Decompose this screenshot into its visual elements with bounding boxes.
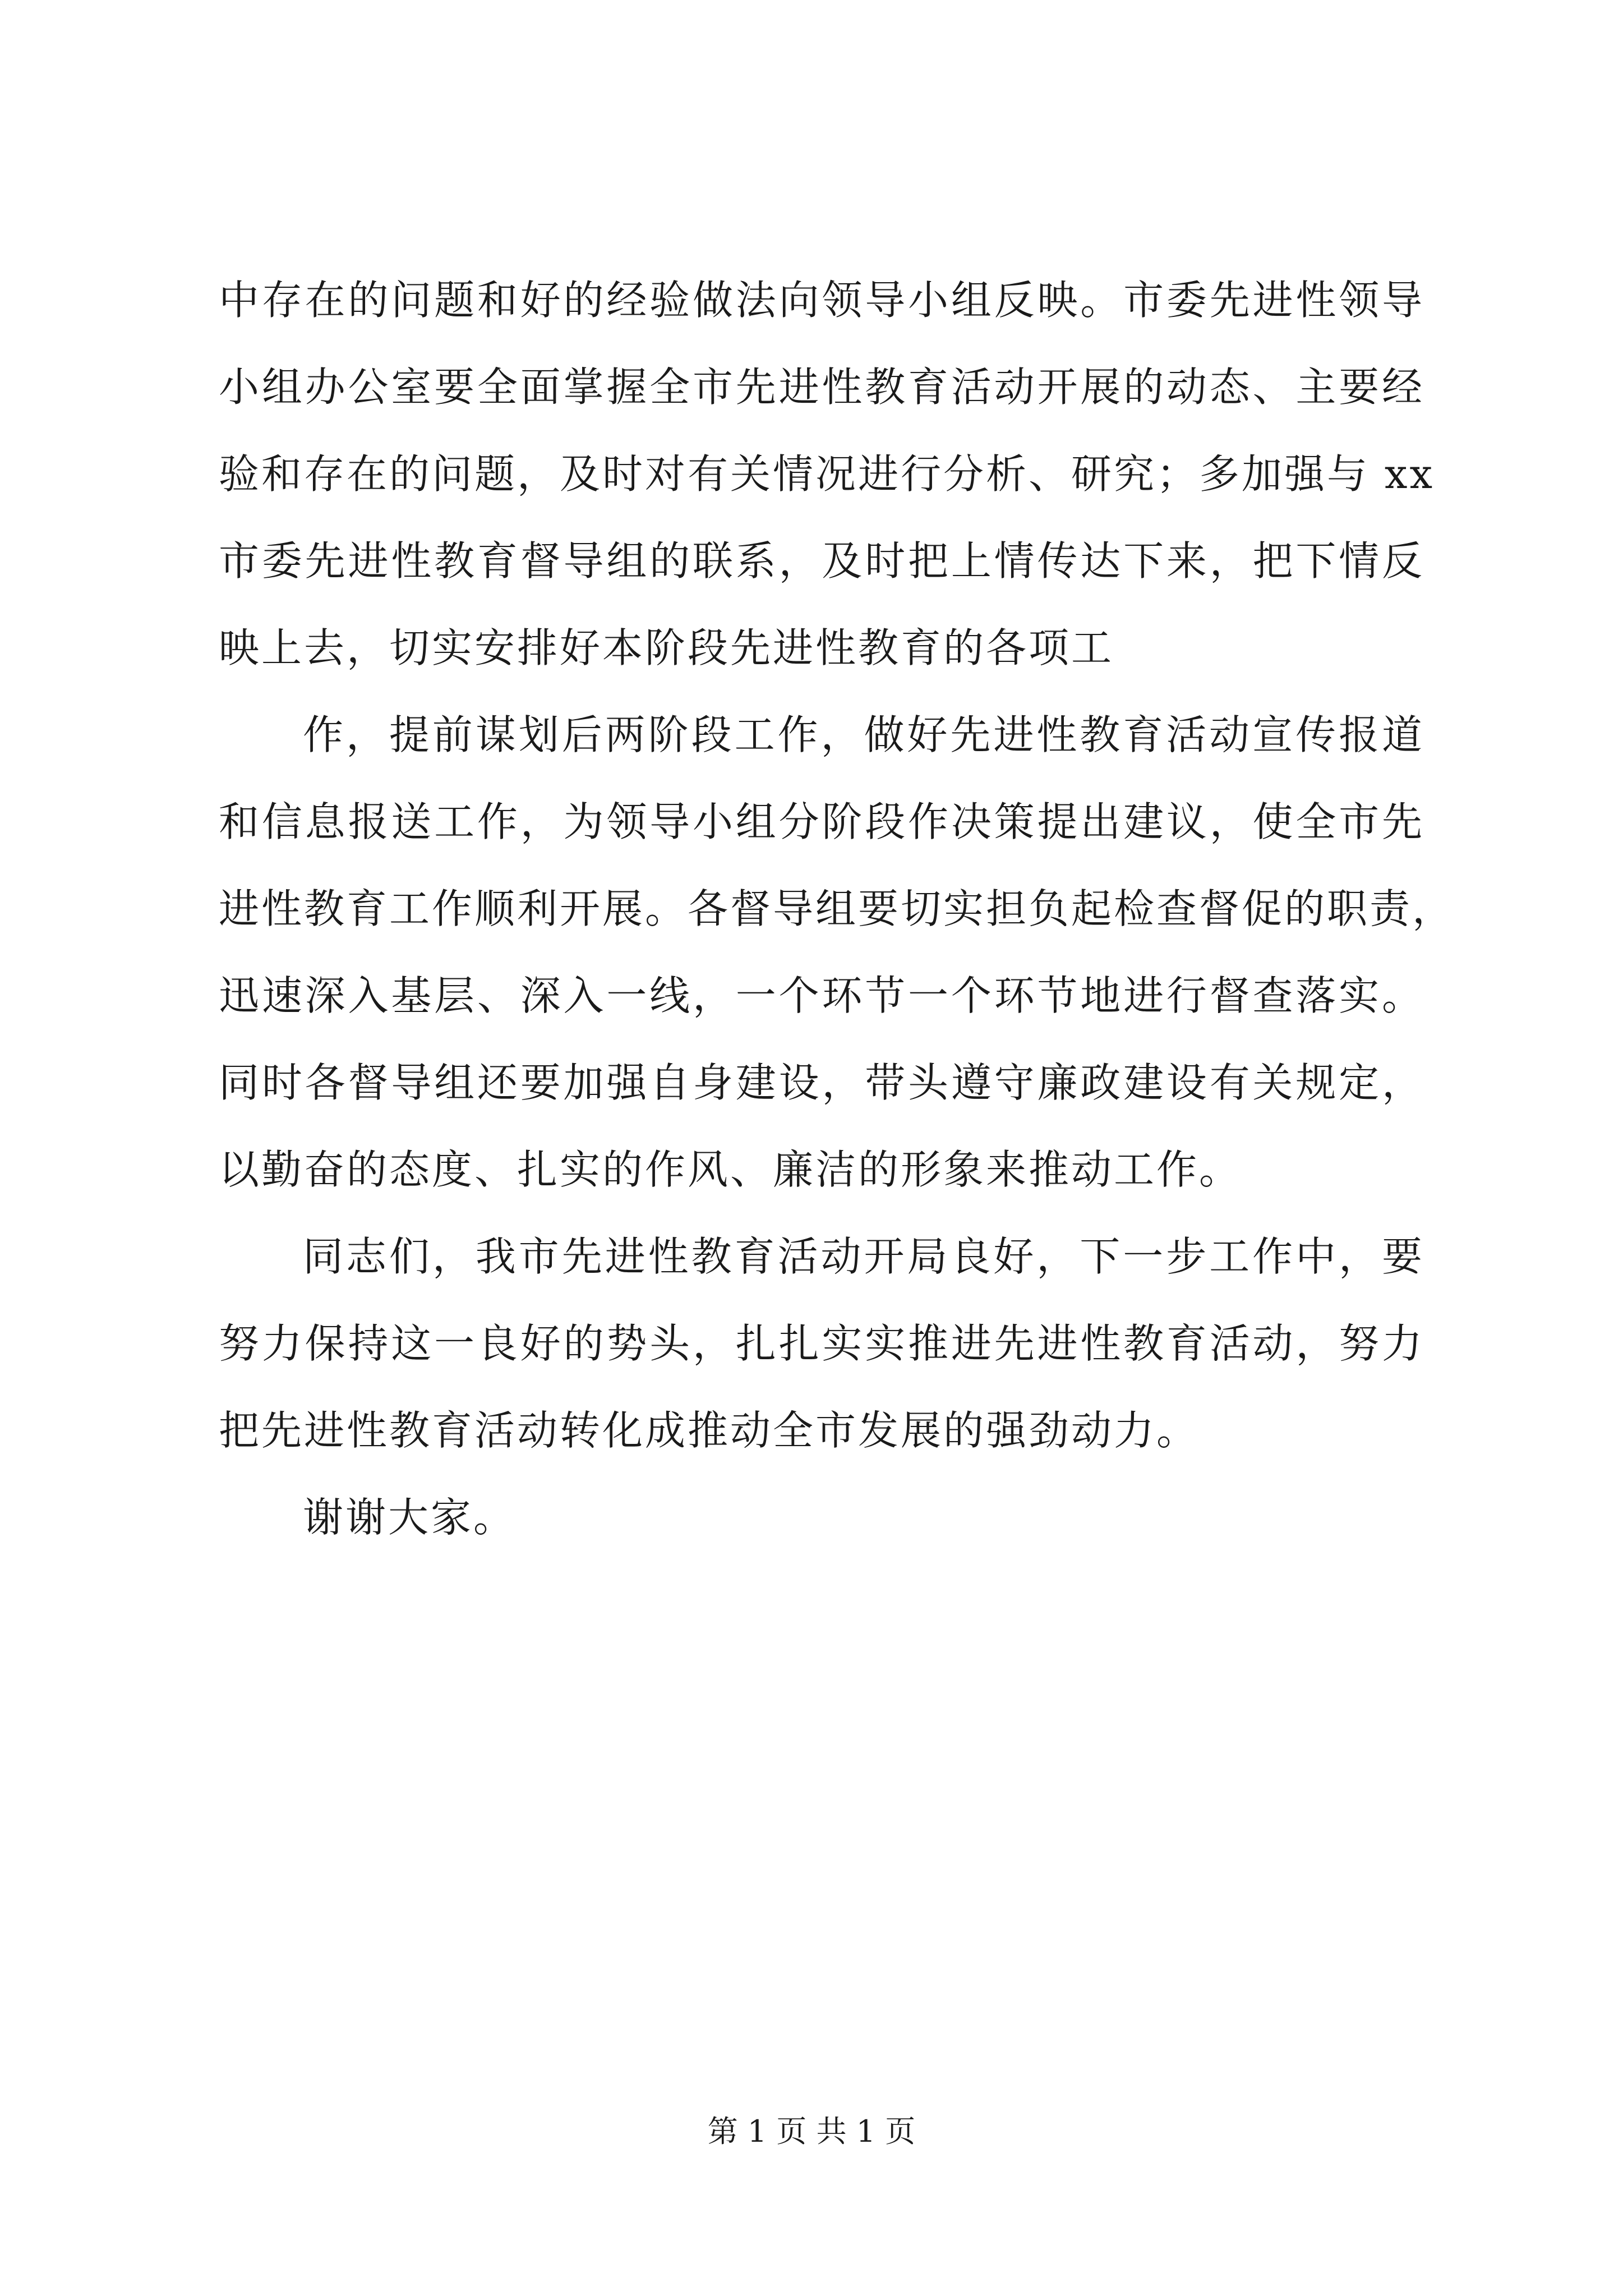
text-line: 小组办公室要全面掌握全市先进性教育活动开展的动态、主要经 — [219, 364, 1424, 411]
text-line: 进性教育工作顺利开展。各督导组要切实担负起检查督促的职责， — [219, 885, 1455, 932]
paragraph — [219, 692, 1455, 1213]
text-line: 作，提前谋划后两阶段工作，做好先进性教育活动宣传报道 — [303, 711, 1424, 758]
paragraph — [219, 257, 1435, 692]
text-line: 映上去，切实安排好本阶段先进性教育的各项工 — [219, 624, 1114, 671]
document-body — [219, 257, 1455, 1561]
text-line: 验和存在的问题，及时对有关情况进行分析、研究；多加强与 xx — [219, 450, 1435, 498]
paragraph — [219, 1213, 1424, 1474]
text-line: 市委先进性教育督导组的联系，及时把上情传达下来，把下情反 — [219, 537, 1424, 585]
page-number-footer: 第 1 页 共 1 页 — [707, 2114, 916, 2149]
text-line: 谢谢大家。 — [303, 1494, 517, 1541]
text-line: 迅速深入基层、深入一线，一个环节一个环节地进行督查落实。 — [219, 972, 1424, 1019]
text-line: 和信息报送工作，为领导小组分阶段作决策提出建议，使全市先 — [219, 798, 1424, 845]
text-line: 把先进性教育活动转化成推动全市发展的强劲动力。 — [219, 1407, 1200, 1454]
text-line: 以勤奋的态度、扎实的作风、廉洁的形象来推动工作。 — [219, 1146, 1242, 1193]
text-line: 努力保持这一良好的势头，扎扎实实推进先进性教育活动，努力 — [219, 1320, 1424, 1367]
text-line: 同志们，我市先进性教育活动开局良好，下一步工作中，要 — [303, 1233, 1424, 1280]
text-line: 中存在的问题和好的经验做法向领导小组反映。市委先进性领导 — [219, 277, 1424, 324]
paragraph — [219, 1474, 1424, 1561]
text-line: 同时各督导组还要加强自身建设，带头遵守廉政建设有关规定， — [219, 1059, 1424, 1106]
